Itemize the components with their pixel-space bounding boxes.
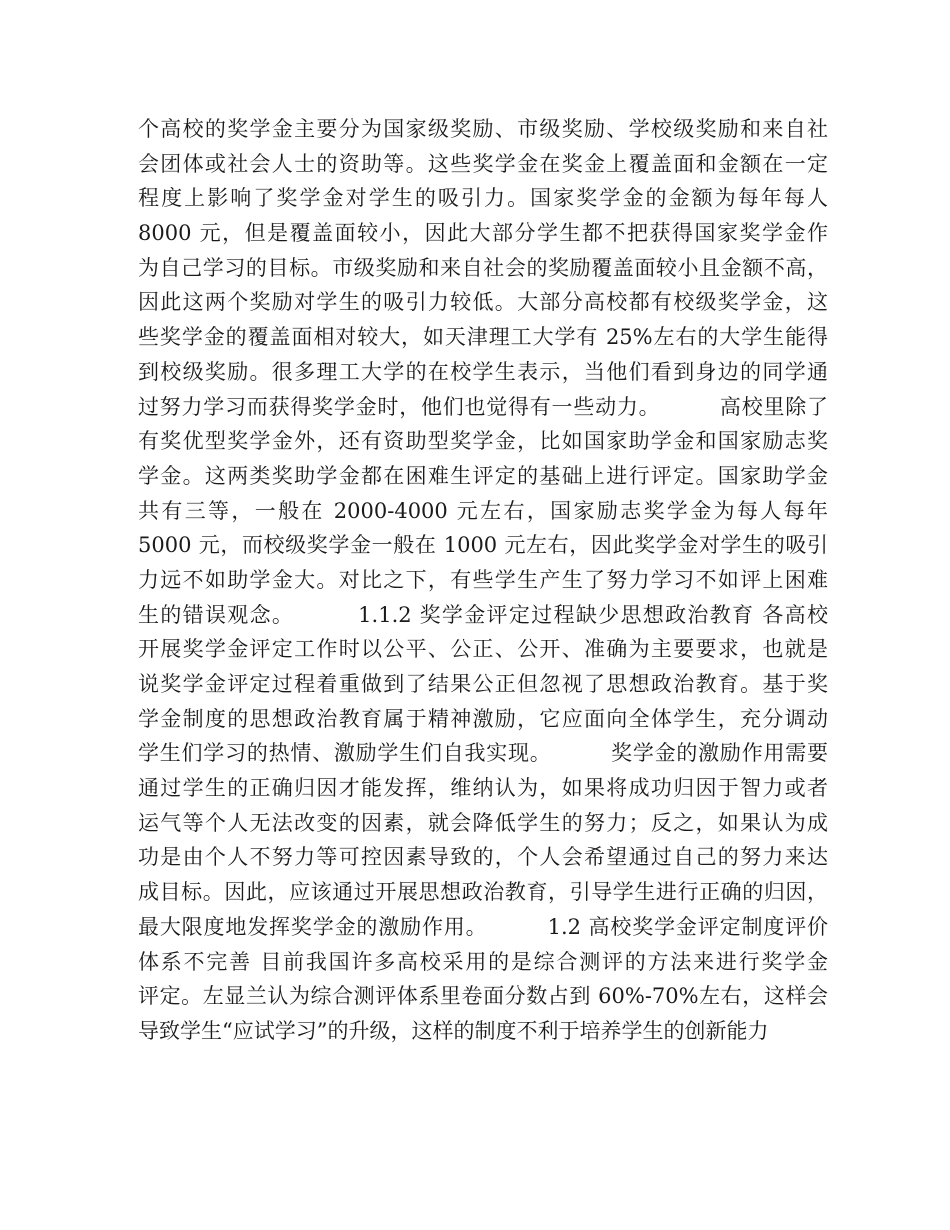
text-line: 评定。左显兰认为综合测评体系里卷面分数占到 60%-70%左右，这样会 xyxy=(138,984,828,1009)
text-line: 共有三等，一般在 2000-4000 元左右，国家励志奖学金为每人每年 xyxy=(138,498,828,523)
text-line: 过努力学习而获得奖学金时，他们也觉得有一些动力。 高校里除了 xyxy=(138,394,828,419)
text-line: 体系不完善 目前我国许多高校采用的是综合测评的方法来进行奖学金 xyxy=(138,949,828,974)
text-line: 学生们学习的热情、激励学生们自我实现。 奖学金的激励作用需要 xyxy=(138,741,828,766)
text-line: 8000 元，但是覆盖面较小，因此大部分学生都不把获得国家奖学金作 xyxy=(138,221,828,246)
text-line: 为自己学习的目标。市级奖励和来自社会的奖励覆盖面较小且金额不高， xyxy=(138,255,828,280)
text-line: 功是由个人不努力等可控因素导致的，个人会希望通过自己的努力来达 xyxy=(138,845,828,870)
text-line: 有奖优型奖学金外，还有资助型奖学金，比如国家助学金和国家励志奖 xyxy=(138,429,828,454)
text-line: 5000 元，而校级奖学金一般在 1000 元左右，因此奖学金对学生的吸引 xyxy=(138,533,828,558)
text-line: 会团体或社会人士的资助等。这些奖学金在奖金上覆盖面和金额在一定 xyxy=(138,151,828,176)
text-line: 学金制度的思想政治教育属于精神激励，它应面向全体学生，充分调动 xyxy=(138,706,828,731)
text-line: 些奖学金的覆盖面相对较大，如天津理工大学有 25%左右的大学生能得 xyxy=(138,325,828,350)
text-line: 说奖学金评定过程着重做到了结果公正但忽视了思想政治教育。基于奖 xyxy=(138,672,828,696)
text-line: 通过学生的正确归因才能发挥，维纳认为，如果将成功归因于智力或者 xyxy=(138,776,828,801)
text-line: 程度上影响了奖学金对学生的吸引力。国家奖学金的金额为每年每人 xyxy=(138,186,828,211)
text-line: 成目标。因此，应该通过开展思想政治教育，引导学生进行正确的归因， xyxy=(138,880,828,905)
text-line: 运气等个人无法改变的因素，就会降低学生的努力；反之，如果认为成 xyxy=(138,810,828,835)
text-line: 最大限度地发挥奖学金的激励作用。 1.2 高校奖学金评定制度评价 xyxy=(138,914,828,939)
text-line: 因此这两个奖励对学生的吸引力较低。大部分高校都有校级奖学金，这 xyxy=(138,290,828,315)
body-text xyxy=(138,112,828,1049)
text-line: 到校级奖励。很多理工大学的在校学生表示，当他们看到身边的同学通 xyxy=(138,359,828,384)
text-line: 学金。这两类奖助学金都在困难生评定的基础上进行评定。国家助学金 xyxy=(138,463,828,488)
text-line: 个高校的奖学金主要分为国家级奖励、市级奖励、学校级奖励和来自社 xyxy=(138,117,828,141)
text-line: 力远不如助学金大。对比之下，有些学生产生了努力学习不如评上困难 xyxy=(138,567,828,592)
text-line: 导致学生“应试学习”的升级，这样的制度不利于培养学生的创新能力 xyxy=(138,1018,769,1043)
text-line: 开展奖学金评定工作时以公平、公正、公开、准确为主要要求，也就是 xyxy=(138,637,828,662)
text-line: 生的错误观念。 1.1.2 奖学金评定过程缺少思想政治教育 各高校 xyxy=(138,602,828,627)
